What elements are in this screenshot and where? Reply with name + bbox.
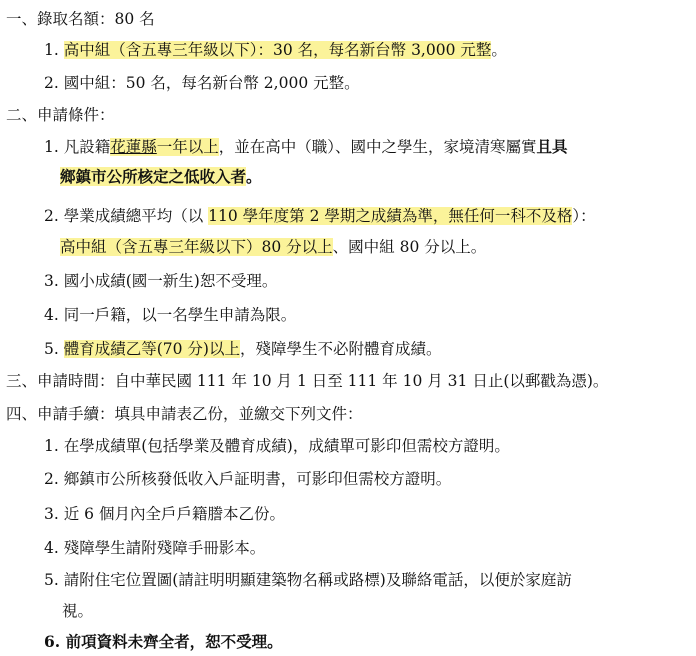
item-number: 2. — [44, 74, 59, 92]
item-number: 3. — [44, 505, 59, 523]
item-text: 國中組：50 名，每名新台幣 2,000 元整。 — [63, 74, 360, 92]
item-text: 殘障學生請附殘障手冊影本。 — [63, 539, 266, 557]
highlighted-county: 花蓮縣 — [110, 138, 157, 156]
item-text: 凡設籍 — [63, 138, 111, 156]
item-text: 國小成績(國一新生)恕不受理。 — [63, 272, 278, 290]
section-2-heading: 二、申請條件： — [6, 106, 115, 124]
section-2-item-2-continued — [60, 236, 486, 258]
item-number: 2. — [44, 470, 59, 488]
section-2-item-5 — [44, 338, 442, 360]
highlighted-text: 鄉鎮市公所核定之低收入者 — [60, 167, 247, 186]
section-2-item-2 — [44, 205, 596, 227]
item-text: 。 — [246, 167, 262, 186]
item-number: 1. — [44, 437, 59, 455]
section-2-item-1-continued — [60, 166, 262, 188]
highlighted-text: 一年以上 — [156, 138, 219, 156]
section-4-item-2 — [44, 468, 451, 490]
item-text: 學業成績總平均（以 — [63, 207, 209, 225]
highlighted-text: 體育成績乙等(70 分)以上 — [63, 340, 240, 358]
item-number: 5. — [44, 340, 59, 358]
section-4-item-4 — [44, 537, 265, 559]
item-text: 前項資料未齊全者，恕不受理。 — [65, 632, 283, 651]
section-1-heading: 一、錄取名額：80 名 — [6, 10, 155, 28]
item-number: 3. — [44, 272, 59, 290]
highlighted-text: 高中組（含五專三年級以下）80 分以上 — [60, 238, 333, 256]
item-text: 鄉鎮市公所核發低收入戶証明書，可影印但需校方證明。 — [63, 470, 452, 488]
section-2-item-3 — [44, 270, 277, 292]
item-number: 5. — [44, 571, 59, 589]
section-1-item-1 — [44, 39, 507, 61]
item-text: 在學成績單(包括學業及體育成績)，成績單可影印但需校方證明。 — [63, 437, 510, 455]
item-text: ，並在高中（職）、國中之學生，家境清寒屬實 — [218, 138, 537, 156]
section-4-heading: 四、申請手續：填具申請表乙份，並繳交下列文件： — [6, 405, 363, 423]
item-number: 1. — [44, 41, 59, 59]
highlighted-text: 110 學年度第 2 學期之成績為準，無任何一科不及格 — [208, 207, 573, 225]
item-text: ，殘障學生不必附體育成績。 — [239, 340, 442, 358]
section-4-item-6 — [44, 631, 283, 653]
item-number: 6. — [44, 632, 61, 651]
bold-text: 且具 — [536, 137, 568, 156]
section-4-item-1 — [44, 435, 510, 457]
item-number: 4. — [44, 539, 59, 557]
item-number: 2. — [44, 207, 59, 225]
highlighted-text: 高中組（含五專三年級以下）：30 名，每名新台幣 3,000 元整 — [63, 41, 492, 59]
section-1-item-2 — [44, 72, 360, 94]
section-3-heading: 三、申請時間：自中華民國 111 年 10 月 1 日至 111 年 10 月 31 日止(以郵戳為憑)。 — [6, 372, 609, 390]
item-text: 近 6 個月內全戶戶籍謄本乙份。 — [63, 505, 285, 523]
item-number: 1. — [44, 138, 59, 156]
item-text: ）： — [572, 207, 596, 225]
section-2-item-4 — [44, 304, 296, 326]
section-4-item-5 — [44, 569, 572, 591]
item-number: 4. — [44, 306, 59, 324]
item-text: 同一戶籍，以一名學生申請為限。 — [63, 306, 297, 324]
item-text: 請附住宅位置圖(請註明明顯建築物名稱或路標)及聯絡電話，以便於家庭訪 — [63, 571, 572, 589]
section-4-item-5-continued: 視。 — [62, 602, 94, 620]
item-text: 。 — [491, 41, 507, 59]
section-4-item-3 — [44, 503, 285, 525]
item-text: 、國中組 80 分以上。 — [332, 238, 487, 256]
section-2-item-1 — [44, 136, 568, 158]
